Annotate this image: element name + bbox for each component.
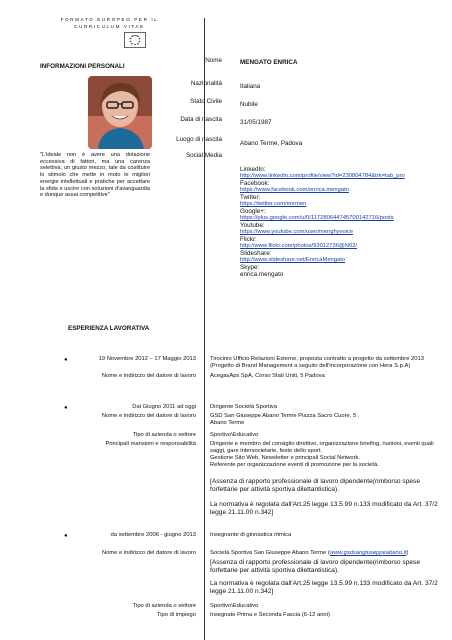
job2-role: Dirigente Società Sportiva bbox=[210, 404, 278, 410]
job3-employer: Società Sportiva San Giuseppe Abano Terme ( bbox=[210, 550, 330, 556]
social-flickr bbox=[240, 236, 440, 250]
job2-sector-label: Tipo di azienda o settore bbox=[132, 432, 196, 438]
column-divider bbox=[204, 18, 205, 640]
social-slideshare-link[interactable]: http://www.slideshare.net/EnricaMengato bbox=[240, 257, 346, 263]
social-linkedin-link[interactable]: http://www.linkedin.com/profile/view?id=230804784&trk=tab_pro bbox=[240, 173, 405, 179]
job2-note2: La normativa è regolata dall'Art.25 legge 13.5.99 n.133 modificato da Art. 37/2 legge 21.11.00 n.342] bbox=[210, 501, 438, 516]
job2-duties bbox=[210, 441, 446, 469]
job2-duty: Referente per organizzazione eventi di promozione per la società. bbox=[210, 462, 379, 468]
cv-header-line2: CURRICULUM VITAE bbox=[74, 24, 145, 29]
social-googleplus-link[interactable]: https://plus.google.com/u/0/117280644745700142716/posts bbox=[240, 215, 394, 221]
social-youtube bbox=[240, 222, 440, 236]
bullet-job2: ● bbox=[64, 405, 68, 411]
job3-employer-end: ) bbox=[406, 550, 409, 556]
social-googleplus-label: Google+: bbox=[240, 208, 266, 215]
job1-date: 19 Novembre 2012 – 17 Maggio 2013 bbox=[98, 356, 196, 362]
cv-header-line1: FORMATO EUROPEO PER IL bbox=[60, 17, 159, 22]
job3-note1: [Assenza di rapporto professionale di lavoro dipendente(rimborso spese forfettarie per attività sportiva dilettantistica). bbox=[210, 559, 421, 574]
job3-sector: Sportivo\Educativo bbox=[210, 603, 259, 609]
job2-date: Dal Giugno 2011 ad oggi bbox=[132, 404, 196, 410]
social-facebook-label: Facebook: bbox=[240, 180, 270, 187]
label-stato-civile: Stato Civile bbox=[190, 98, 222, 105]
job1-employer-label: Nome e indirizzo del datore di lavoro bbox=[101, 373, 196, 379]
section-title-experience: ESPERIENZA LAVORATIVA bbox=[68, 325, 150, 332]
social-youtube-label: Youtube: bbox=[240, 222, 265, 229]
social-flickr-link[interactable]: http://www.flickr.com/photos/93012736@N02/ bbox=[240, 243, 358, 249]
job3-type-label: Tipo di impiego bbox=[156, 612, 196, 618]
job3-date: da settembre 2006 - giugno 2013 bbox=[110, 532, 196, 538]
job2-sector: Sportivo\Educativo bbox=[210, 432, 259, 438]
social-twitter-link[interactable]: https://twitter.com/enrmen bbox=[240, 201, 307, 207]
job2-employer: GSD San Giuseppe Abano Terme Piazza Sacro Cuore, 5 , Abano Terme bbox=[210, 413, 360, 426]
value-stato-civile: Nubile bbox=[240, 101, 258, 108]
social-twitter bbox=[240, 194, 440, 208]
value-nome: MENGATO ENRICA bbox=[240, 59, 298, 66]
value-nazionalita: Italiana bbox=[240, 83, 261, 90]
social-list bbox=[240, 166, 440, 278]
social-youtube-link[interactable]: https://www.youtube.com/user/menghyvoice bbox=[240, 229, 354, 235]
job1-role: Tirocinio Ufficio Relazioni Esterne, proposta contratto a progetto da settembre 2013 (Progetto di Brand Management a seguito dell'incorporazione con Hera S.p.A) bbox=[210, 356, 424, 369]
social-linkedin bbox=[240, 166, 440, 180]
job2-duty: Dirigente e membro del consiglio direttivo, organizzazione briefing, riunioni, eventi quali saggi, gare intersocietarie, feste dello sport. bbox=[210, 441, 434, 454]
job2-duties-label: Principali mansioni e responsabilità bbox=[105, 441, 196, 447]
eu-flag-icon bbox=[124, 32, 146, 48]
social-slideshare-label: Slideshare: bbox=[240, 250, 272, 257]
job3-employer-line bbox=[210, 550, 446, 557]
label-luogo-nascita: Luogo di nascita bbox=[176, 136, 222, 143]
bullet-job3: ● bbox=[64, 533, 68, 539]
job2-duty: Gestione Sito Web, Newsletter e principali Social Network. bbox=[210, 455, 361, 461]
job3-role: Insegnante di ginnastica ritmica bbox=[210, 532, 292, 538]
social-slideshare bbox=[240, 250, 440, 264]
social-skype-id: enrica.mengato bbox=[240, 271, 284, 278]
social-flickr-label: Flickr: bbox=[240, 236, 257, 243]
job1-employer: AcegasAps SpA, Corso Stati Uniti, 5 Padova bbox=[210, 373, 325, 379]
job3-sector-label: Tipo di azienda o settore bbox=[132, 603, 196, 609]
job3-type: Insegnate Prima e Seconda Fascia (6-12 anni) bbox=[210, 612, 330, 618]
value-luogo-nascita: Abano Terme, Padova bbox=[240, 140, 303, 147]
label-social-media: Social Media bbox=[185, 152, 222, 159]
job2-note1: [Assenza di rapporto professionale di lavoro dipendente(rimborso spese forfettarie per attività sportiva dilettantistica). bbox=[210, 478, 421, 493]
social-googleplus bbox=[240, 208, 440, 222]
section-title-personal: INFORMAZIONI PERSONALI bbox=[40, 63, 125, 70]
job3-note2: La normativa è regolata dall'Art.25 legge 13.5.99 n.133 modificato da Art. 37/2 legge 21.11.00 n.342] bbox=[210, 580, 438, 595]
social-facebook bbox=[240, 180, 440, 194]
job3-employer-label: Nome e indirizzo del datore di lavoro bbox=[101, 550, 196, 556]
social-linkedin-label: LinkedIn: bbox=[240, 166, 266, 173]
value-data-nascita: 31/05/1987 bbox=[240, 119, 272, 126]
cv-header bbox=[52, 16, 167, 30]
bullet-job1: ● bbox=[64, 357, 68, 363]
personal-quote: "L'ideale non è avere una dotazione eccessiva di fattori, ma una carenza selettiva, un giusto mezzo, tale da costituire lo stimolo che mette in moto le migliori energie intellettuali e pratiche per accettare la sfida e uscire con soluzioni d'avanguardia e dunque assai competitive" bbox=[40, 152, 150, 199]
social-facebook-link[interactable]: https://www.facebook.com/enrica.mengato bbox=[240, 187, 349, 193]
social-skype-label: Skype: bbox=[240, 264, 260, 271]
label-nome: Nome bbox=[205, 57, 222, 64]
job2-employer-label: Nome e indirizzo del datore di lavoro bbox=[101, 413, 196, 419]
label-nazionalita: Nazionalità bbox=[190, 80, 222, 87]
social-skype bbox=[240, 264, 440, 278]
social-twitter-label: Twitter: bbox=[240, 194, 261, 201]
job3-employer-link[interactable]: www.gsdsangiuseppeabano.it bbox=[329, 550, 407, 556]
label-data-nascita: Data di nascita bbox=[180, 116, 222, 123]
